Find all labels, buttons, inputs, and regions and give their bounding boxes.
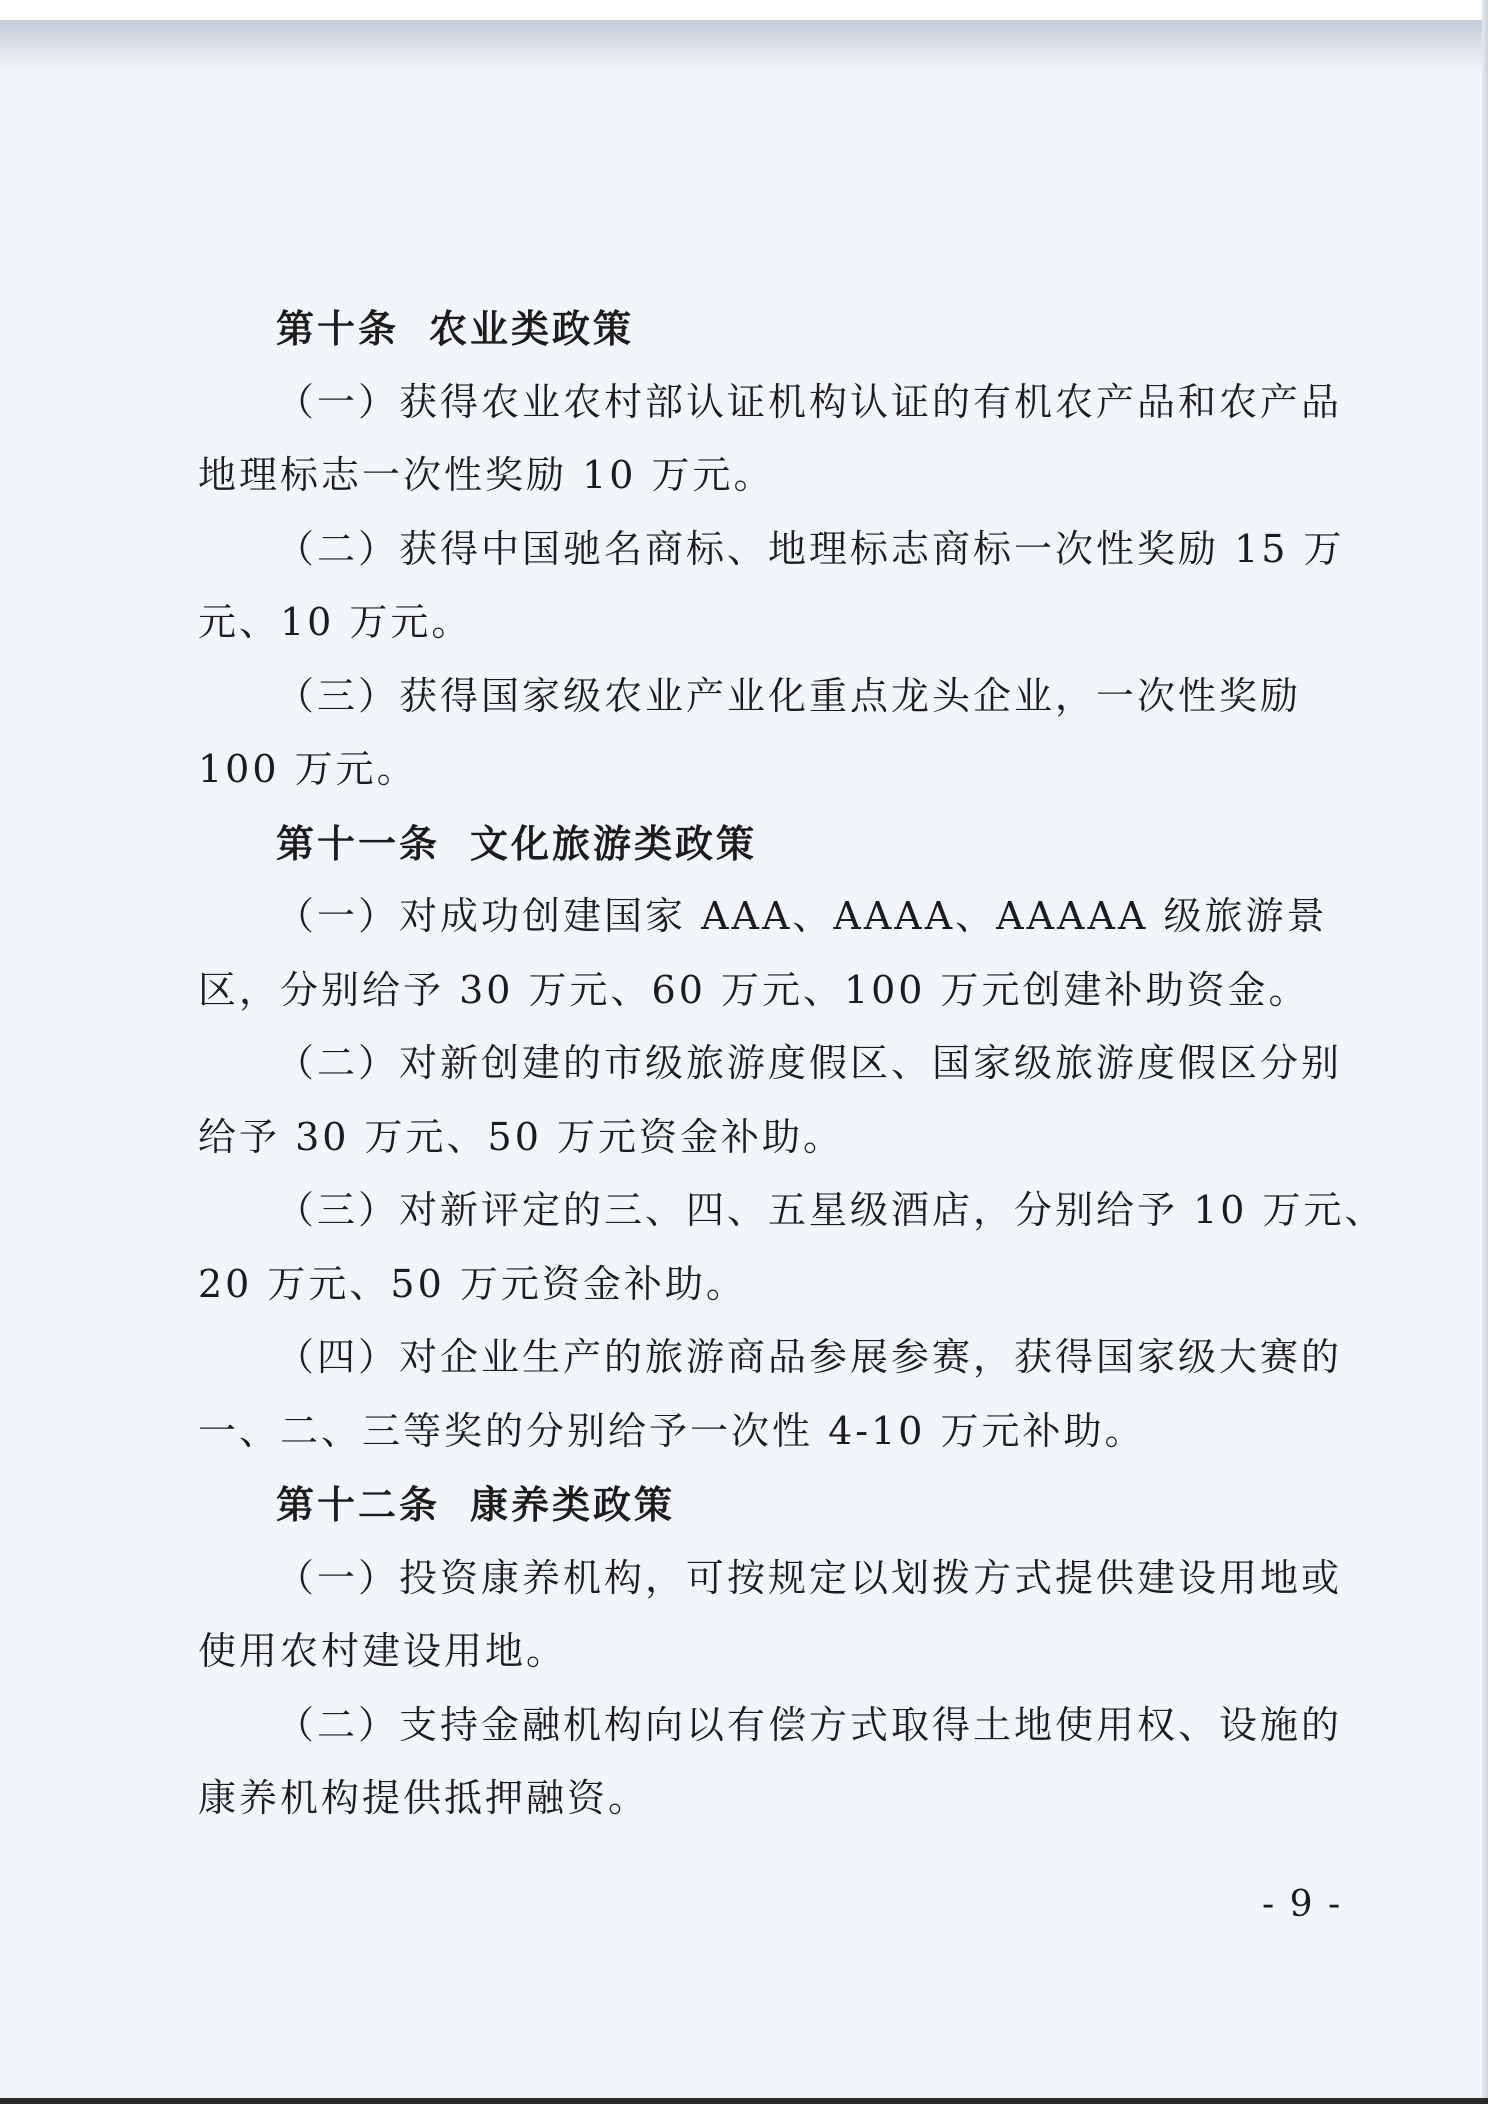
article-10-item-2-line-1: （二）获得中国驰名商标、地理标志商标一次性奖励 15 万 — [276, 526, 1345, 571]
article-11-item-4-line-2: 一、二、三等奖的分别给予一次性 4-10 万元补助。 — [198, 1408, 1146, 1453]
article-12-number: 第十二条 — [276, 1482, 441, 1527]
scan-top-margin — [0, 0, 1488, 22]
article-12-title: 康养类政策 — [470, 1482, 676, 1527]
article-11-item-1-line-1: （一）对成功创建国家 AAA、AAAA、AAAAA 级旅游景 — [276, 894, 1328, 938]
article-12-item-1-line-2: 使用农村建设用地。 — [198, 1629, 568, 1673]
article-10-title: 农业类政策 — [429, 306, 635, 351]
scan-shadow-band — [0, 20, 1488, 70]
article-11-title: 文化旅游类政策 — [470, 820, 758, 866]
article-11-number: 第十一条 — [276, 820, 441, 866]
article-11-item-3-line-1: （三）对新评定的三、四、五星级酒店，分别给予 10 万元、 — [276, 1188, 1386, 1232]
article-10-item-3-line-1: （三）获得国家级农业产业化重点龙头企业，一次性奖励 — [276, 673, 1302, 718]
body-text — [198, 292, 1386, 1836]
article-12-item-1-line-1: （一）投资康养机构，可按规定以划拨方式提供建设用地或 — [276, 1555, 1343, 1600]
article-10-number: 第十条 — [276, 306, 400, 351]
article-12-heading — [198, 1468, 1318, 1542]
article-11-item-2-line-2: 给予 30 万元、50 万元资金补助。 — [198, 1114, 844, 1159]
article-11-heading — [198, 807, 1318, 881]
scan-bottom-edge — [0, 2098, 1488, 2104]
article-10-item-2-line-2: 元、10 万元。 — [198, 600, 473, 644]
article-12-item-2-line-1: （二）支持金融机构向以有偿方式取得土地使用权、设施的 — [276, 1702, 1343, 1747]
article-11-item-2-line-1: （二）对新创建的市级旅游度假区、国家级旅游度假区分别 — [276, 1041, 1343, 1085]
article-12-item-2-line-2: 康养机构提供抵押融资。 — [198, 1776, 650, 1820]
article-10-item-1-line-1: （一）获得农业农村部认证机构认证的有机农产品和农产品 — [276, 379, 1343, 424]
article-11-item-4-line-1: （四）对企业生产的旅游商品参展参赛，获得国家级大赛的 — [276, 1335, 1343, 1379]
article-10-item-3-line-2: 100 万元。 — [198, 747, 418, 791]
article-11-item-1-line-2: 区，分别给予 30 万元、60 万元、100 万元创建补助资金。 — [198, 967, 1310, 1012]
article-10-heading — [198, 292, 1318, 366]
scan-right-edge — [1482, 0, 1488, 2104]
page-number: - 9 - — [1262, 1884, 1343, 1925]
article-10-item-1-line-2: 地理标志一次性奖励 10 万元。 — [198, 453, 775, 497]
article-11-item-3-line-2: 20 万元、50 万元资金补助。 — [198, 1261, 747, 1306]
